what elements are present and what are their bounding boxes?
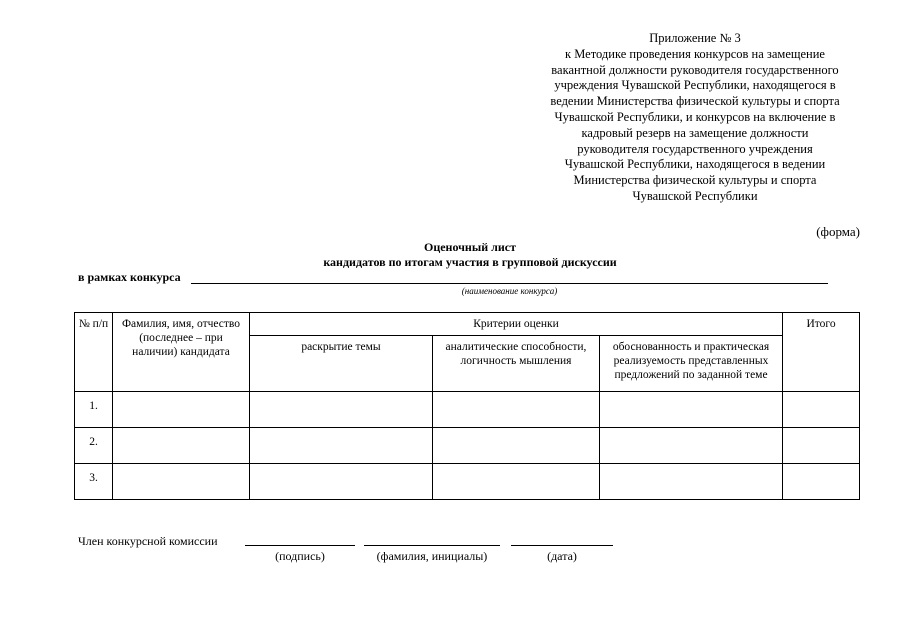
contest-hint: (наименование конкурса) [461, 286, 558, 296]
cell-name[interactable] [113, 464, 250, 500]
cell-criterion-1[interactable] [250, 392, 433, 428]
appendix-line: кадровый резерв на замещение должности [581, 125, 809, 140]
row-num: 3. [75, 464, 113, 500]
appendix-line: Министерства физической культуры и спорта [573, 173, 817, 188]
appendix-line: Чувашской Республики, находящегося в ведении [564, 157, 826, 172]
document-title [250, 240, 690, 270]
header-name: Фамилия, имя, отчество (последнее – при наличии) кандидата [113, 313, 250, 392]
cell-name[interactable] [113, 392, 250, 428]
cell-criterion-1[interactable] [250, 464, 433, 500]
appendix-line: Приложение № 3 [649, 31, 741, 45]
header-num: № п/п [75, 313, 113, 392]
header-total: Итого [783, 313, 860, 392]
appendix-line: Чувашской Республики [632, 188, 758, 203]
form-label: (форма) [816, 224, 860, 239]
cell-criterion-3[interactable] [600, 464, 783, 500]
table-row [75, 428, 860, 464]
title-line-1: Оценочный лист [423, 240, 516, 254]
appendix-line: Чувашской Республики, и конкурсов на включение в [554, 109, 836, 124]
appendix-line: учреждения Чувашской Республики, находящегося в [554, 78, 836, 93]
cell-criterion-2[interactable] [433, 428, 600, 464]
date-caption: (дата) [547, 549, 577, 563]
signature-caption: (подпись) [275, 549, 325, 563]
appendix-line: к Методике проведения конкурсов на замещение [565, 46, 825, 61]
full-name-caption: (фамилия, инициалы) [376, 549, 488, 563]
cell-total[interactable] [783, 392, 860, 428]
header-row [75, 313, 860, 336]
row-num: 1. [75, 392, 113, 428]
contest-name-field[interactable] [191, 283, 828, 284]
title-line-2: кандидатов по итогам участия в групповой дискуссии [323, 255, 617, 269]
signature-field[interactable] [245, 545, 355, 546]
cell-name[interactable] [113, 428, 250, 464]
table-row [75, 392, 860, 428]
appendix-line: ведении Министерства физической культуры и спорта [550, 94, 840, 109]
appendix-line: вакантной должности руководителя государственного [551, 62, 839, 77]
member-label: Член конкурсной комиссии [78, 534, 218, 548]
evaluation-table [74, 312, 860, 500]
header-criterion-1: раскрытие темы [250, 336, 433, 392]
cell-total[interactable] [783, 428, 860, 464]
header-criterion-2: аналитические способности, логичность мышления [433, 336, 600, 392]
header-criterion-3: обоснованность и практическая реализуемость представленных предложений по заданной теме [600, 336, 783, 392]
contest-label: в рамках конкурса [78, 270, 181, 284]
appendix-header [520, 31, 870, 205]
cell-criterion-3[interactable] [600, 428, 783, 464]
full-name-field[interactable] [364, 545, 500, 546]
table-row [75, 464, 860, 500]
date-field[interactable] [511, 545, 613, 546]
cell-criterion-2[interactable] [433, 464, 600, 500]
cell-criterion-1[interactable] [250, 428, 433, 464]
cell-criterion-2[interactable] [433, 392, 600, 428]
row-num: 2. [75, 428, 113, 464]
cell-total[interactable] [783, 464, 860, 500]
cell-criterion-3[interactable] [600, 392, 783, 428]
appendix-line: руководителя государственного учреждения [577, 141, 813, 156]
header-criteria: Критерии оценки [250, 313, 783, 336]
